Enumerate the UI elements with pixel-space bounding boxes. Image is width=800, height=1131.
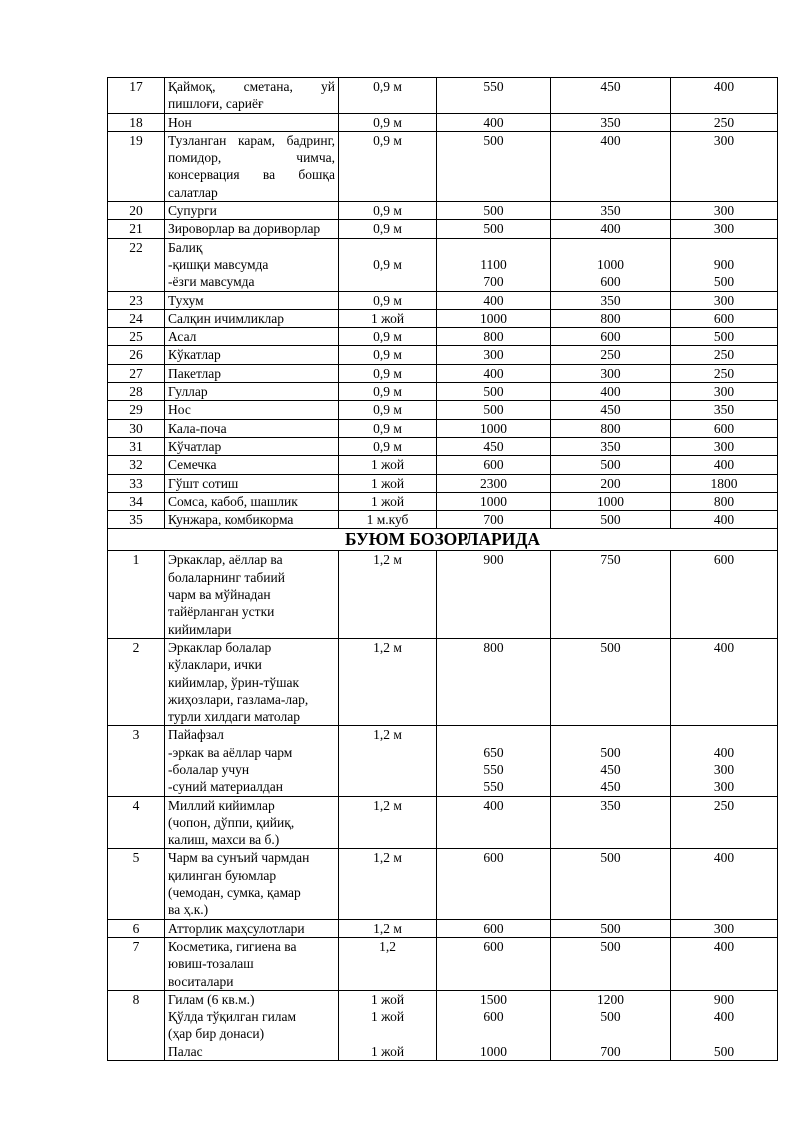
rate-col-2-line: 500	[600, 744, 621, 760]
rate-col-1: 800	[437, 328, 551, 346]
spacer	[674, 726, 774, 743]
item-unit: 0,9 м	[339, 401, 437, 419]
rate-col-2: 350	[551, 291, 671, 309]
rate-col-3: 250	[671, 364, 778, 382]
spacer	[674, 239, 774, 256]
item-name-line: (ҳар бир донаси)	[168, 1026, 265, 1042]
item-name-line: Палас	[168, 1043, 203, 1059]
tariff-table	[107, 77, 778, 1061]
item-name: Тузланган карам, бадринг, помидор, чимча, консервация ва бошқа салатлар	[165, 131, 339, 201]
rate-col-2: 750	[551, 551, 671, 638]
row-number: 26	[108, 346, 165, 364]
item-name-line: -қишқи мавсумда	[168, 256, 269, 272]
rate-col-2-line: 500	[600, 1009, 621, 1025]
table-row	[108, 796, 778, 849]
rate-col-1-line	[440, 1025, 547, 1042]
item-name-line: тайёрланган устки	[168, 604, 275, 620]
item-unit-line: 1 жой	[370, 991, 405, 1007]
item-unit: 0,9 м	[339, 131, 437, 201]
item-unit: 0,9 м	[339, 328, 437, 346]
item-name-line: Косметика, гигиена ва	[168, 938, 297, 954]
rate-col-1-line: 1100	[480, 256, 507, 272]
row-number: 3	[108, 726, 165, 796]
item-unit: 0,9 м	[339, 202, 437, 220]
table-row	[108, 401, 778, 419]
item-name-line: Гилам (6 кв.м.)	[168, 991, 255, 1007]
row-number: 33	[108, 474, 165, 492]
rate-col-3: 600	[671, 551, 778, 638]
row-number: 21	[108, 220, 165, 238]
item-name-line: кийимлари	[168, 621, 232, 637]
item-name-line: Атторлик маҳсулотлари	[168, 920, 305, 936]
rate-col-3-line: 300	[713, 779, 735, 795]
rate-col-2	[551, 726, 671, 796]
spacer	[554, 239, 667, 256]
row-number: 4	[108, 796, 165, 849]
item-name-line: Қўлда тўқилган гилам	[168, 1009, 297, 1025]
table-row	[108, 919, 778, 937]
rate-col-1: 400	[437, 113, 551, 131]
rate-col-2: 400	[551, 383, 671, 401]
rate-col-2-line: 1000	[597, 256, 624, 272]
rate-col-1: 600	[437, 919, 551, 937]
item-name-line: -ёзги мавсумда	[168, 274, 255, 290]
row-number: 5	[108, 849, 165, 919]
rate-col-3-line	[674, 1025, 774, 1042]
item-unit: 1,2 м	[339, 796, 437, 849]
table-row	[108, 849, 778, 919]
item-name-line: Балиқ	[168, 239, 203, 255]
rate-col-3	[671, 726, 778, 796]
item-unit: 0,9 м	[339, 437, 437, 455]
item-unit: 0,9 м	[339, 346, 437, 364]
item-name	[165, 919, 339, 937]
rate-col-2-line: 700	[600, 1043, 621, 1059]
item-name-line: -болалар учун	[168, 761, 250, 777]
item-unit: 1 жой	[339, 309, 437, 327]
rate-col-3-line: 500	[713, 274, 735, 290]
row-number: 28	[108, 383, 165, 401]
item-name: Зироворлар ва дориворлар	[165, 220, 339, 238]
rate-col-3: 400	[671, 511, 778, 529]
item-unit: 0,9 м	[339, 364, 437, 382]
rate-col-2	[551, 238, 671, 291]
rate-col-1: 2300	[437, 474, 551, 492]
rate-col-2: 350	[551, 202, 671, 220]
item-name: Кўчатлар	[165, 437, 339, 455]
table-body-bottom	[108, 551, 778, 1061]
row-number: 32	[108, 456, 165, 474]
item-name-line: жиҳозлари, газлама-лар,	[168, 691, 309, 707]
rate-col-2: 450	[551, 401, 671, 419]
rate-col-1: 600	[437, 937, 551, 990]
rate-col-3: 250	[671, 796, 778, 849]
item-unit: 0,9 м	[339, 383, 437, 401]
rate-col-3-line: 300	[713, 761, 735, 777]
rate-col-1: 500	[437, 220, 551, 238]
item-name-line: Эркаклар, аёллар ва	[168, 552, 283, 568]
rate-col-1: 1000	[437, 419, 551, 437]
item-name: Нон	[165, 113, 339, 131]
rate-col-2: 400	[551, 131, 671, 201]
item-unit	[339, 238, 437, 291]
item-name: Кўкатлар	[165, 346, 339, 364]
item-unit-line: 0,9 м	[373, 256, 402, 272]
rate-col-1: 1000	[437, 492, 551, 510]
item-unit	[339, 990, 437, 1060]
table-body-top	[108, 78, 778, 529]
section-header-row	[108, 529, 778, 551]
item-name-line: Пайафзал	[168, 727, 224, 743]
row-number: 19	[108, 131, 165, 201]
rate-col-1: 900	[437, 551, 551, 638]
rate-col-3: 300	[671, 437, 778, 455]
item-name	[165, 726, 339, 796]
rate-col-3: 300	[671, 131, 778, 201]
item-name: Тухум	[165, 291, 339, 309]
rate-col-1	[437, 990, 551, 1060]
rate-col-3: 350	[671, 401, 778, 419]
item-name-line: Эркаклар болалар	[168, 639, 272, 655]
rate-col-1-line: 700	[483, 274, 504, 290]
row-number: 30	[108, 419, 165, 437]
item-name-line: чарм ва мўйнадан	[168, 587, 271, 603]
rate-col-3: 300	[671, 220, 778, 238]
item-unit: 1,2 м	[339, 726, 437, 796]
item-name	[165, 796, 339, 849]
rate-col-3: 800	[671, 492, 778, 510]
rate-col-3-line: 400	[713, 1009, 735, 1025]
rate-col-3	[671, 238, 778, 291]
row-number: 17	[108, 78, 165, 114]
rate-col-2	[551, 990, 671, 1060]
item-name-line: кўлаклари, ички	[168, 657, 262, 673]
item-unit: 1,2 м	[339, 849, 437, 919]
item-name: Сомса, кабоб, шашлик	[165, 492, 339, 510]
item-unit: 1,2	[339, 937, 437, 990]
item-unit: 0,9 м	[339, 113, 437, 131]
item-name: Пакетлар	[165, 364, 339, 382]
row-number: 23	[108, 291, 165, 309]
rate-col-2: 350	[551, 437, 671, 455]
rate-col-1: 600	[437, 849, 551, 919]
item-unit: 0,9 м	[339, 419, 437, 437]
row-number: 2	[108, 638, 165, 725]
row-number: 20	[108, 202, 165, 220]
item-name	[165, 638, 339, 725]
item-name-line: Миллий кийимлар	[168, 797, 275, 813]
rate-col-3-line: 900	[713, 256, 735, 272]
row-number: 6	[108, 919, 165, 937]
item-name: Кала-поча	[165, 419, 339, 437]
table-row	[108, 474, 778, 492]
section-title: БУЮМ БОЗОРЛАРИДА	[108, 529, 778, 551]
rate-col-2: 800	[551, 419, 671, 437]
rate-col-2: 400	[551, 220, 671, 238]
item-name	[165, 990, 339, 1060]
item-unit-line: 1 жой	[370, 1009, 405, 1025]
table-row	[108, 78, 778, 114]
spacer	[440, 239, 547, 256]
rate-col-3: 250	[671, 346, 778, 364]
item-name-line: Чарм ва сунъий чармдан	[168, 850, 310, 866]
rate-col-2: 500	[551, 919, 671, 937]
rate-col-2-line: 1200	[597, 991, 624, 1007]
item-name-line: (чопон, дўппи, қийиқ,	[168, 814, 295, 830]
item-name	[165, 937, 339, 990]
row-number: 35	[108, 511, 165, 529]
rate-col-3-line: 500	[713, 1043, 735, 1059]
item-name: Семечка	[165, 456, 339, 474]
table-row	[108, 238, 778, 291]
item-name	[165, 849, 339, 919]
row-number: 31	[108, 437, 165, 455]
table-row	[108, 383, 778, 401]
rate-col-3: 400	[671, 849, 778, 919]
rate-col-1: 500	[437, 202, 551, 220]
rate-col-1: 500	[437, 401, 551, 419]
rate-col-3: 600	[671, 309, 778, 327]
rate-col-3: 300	[671, 291, 778, 309]
table-row	[108, 511, 778, 529]
item-name	[165, 551, 339, 638]
rate-col-1: 500	[437, 383, 551, 401]
table-row	[108, 551, 778, 638]
table-row	[108, 309, 778, 327]
table-row	[108, 638, 778, 725]
rate-col-2-line: 450	[600, 779, 621, 795]
table-row	[108, 492, 778, 510]
rate-col-1-line: 550	[483, 761, 504, 777]
item-name-line: калиш, махси ва б.)	[168, 832, 280, 848]
rate-col-1: 400	[437, 364, 551, 382]
item-name-line: (чемодан, сумка, қамар	[168, 885, 301, 901]
table-row	[108, 346, 778, 364]
item-name-line: кийимлар, ўрин-тўшак	[168, 674, 300, 690]
row-number: 7	[108, 937, 165, 990]
rate-col-1-line: 600	[483, 1009, 504, 1025]
rate-col-3: 1800	[671, 474, 778, 492]
row-number: 8	[108, 990, 165, 1060]
row-number: 18	[108, 113, 165, 131]
rate-col-1: 550	[437, 78, 551, 114]
item-name-line: ва ҳ.к.)	[168, 902, 209, 918]
table-row	[108, 291, 778, 309]
rate-col-2: 450	[551, 78, 671, 114]
item-name: Гуллар	[165, 383, 339, 401]
table-row	[108, 990, 778, 1060]
rate-col-3: 300	[671, 383, 778, 401]
item-name: Асал	[165, 328, 339, 346]
rate-col-3-line: 900	[713, 991, 735, 1007]
rate-col-1	[437, 726, 551, 796]
item-name-line: болаларнинг табиий	[168, 569, 285, 585]
rate-col-2: 800	[551, 309, 671, 327]
rate-col-1: 450	[437, 437, 551, 455]
item-unit: 1 жой	[339, 474, 437, 492]
rate-col-2: 500	[551, 456, 671, 474]
table-row	[108, 456, 778, 474]
spacer	[342, 239, 433, 256]
rate-col-2: 300	[551, 364, 671, 382]
item-name-line: воситалари	[168, 973, 234, 989]
rate-col-1: 400	[437, 796, 551, 849]
row-number: 25	[108, 328, 165, 346]
table-row	[108, 328, 778, 346]
table-row	[108, 113, 778, 131]
row-number: 1	[108, 551, 165, 638]
rate-col-2: 350	[551, 796, 671, 849]
item-name-line: қилинган буюмлар	[168, 867, 277, 883]
item-name-line: -эркак ва аёллар чарм	[168, 744, 293, 760]
rate-col-2: 500	[551, 638, 671, 725]
table-row	[108, 364, 778, 382]
row-number: 22	[108, 238, 165, 291]
rate-col-2: 1000	[551, 492, 671, 510]
rate-col-3: 400	[671, 937, 778, 990]
spacer	[554, 726, 667, 743]
rate-col-1	[437, 238, 551, 291]
rate-col-1-line: 1000	[480, 1043, 507, 1059]
item-unit-line: 1 жой	[370, 1043, 405, 1059]
rate-col-2: 500	[551, 849, 671, 919]
item-name: Супурги	[165, 202, 339, 220]
rate-col-3: 300	[671, 919, 778, 937]
rate-col-3: 400	[671, 78, 778, 114]
item-name-line: турли хилдаги матолар	[168, 709, 300, 725]
rate-col-3: 250	[671, 113, 778, 131]
rate-col-3: 600	[671, 419, 778, 437]
rate-col-2-line: 450	[600, 761, 621, 777]
rate-col-3: 400	[671, 456, 778, 474]
item-unit: 0,9 м	[339, 291, 437, 309]
rate-col-1: 500	[437, 131, 551, 201]
item-unit: 1,2 м	[339, 551, 437, 638]
rate-col-1: 700	[437, 511, 551, 529]
rate-col-3-line: 400	[713, 744, 735, 760]
rate-col-1: 600	[437, 456, 551, 474]
rate-col-3: 500	[671, 328, 778, 346]
item-name: Нос	[165, 401, 339, 419]
table-row	[108, 937, 778, 990]
rate-col-1: 300	[437, 346, 551, 364]
item-unit: 1 жой	[339, 492, 437, 510]
item-name: Кунжара, комбикорма	[165, 511, 339, 529]
rate-col-1-line: 1500	[480, 991, 507, 1007]
table-row	[108, 726, 778, 796]
rate-col-2: 500	[551, 511, 671, 529]
rate-col-1-line: 550	[483, 779, 504, 795]
item-unit-line	[342, 1025, 433, 1042]
row-number: 29	[108, 401, 165, 419]
item-unit: 1 м.куб	[339, 511, 437, 529]
rate-col-2: 200	[551, 474, 671, 492]
rate-col-3: 400	[671, 638, 778, 725]
item-name-line: -суний материалдан	[168, 779, 284, 795]
rate-col-3	[671, 990, 778, 1060]
table-row	[108, 419, 778, 437]
rate-col-1: 400	[437, 291, 551, 309]
row-number: 34	[108, 492, 165, 510]
rate-col-2-line: 600	[600, 274, 621, 290]
table-row	[108, 131, 778, 201]
table-row	[108, 220, 778, 238]
item-unit: 1,2 м	[339, 919, 437, 937]
rate-col-1: 800	[437, 638, 551, 725]
rate-col-3: 300	[671, 202, 778, 220]
rate-col-2-line	[554, 1025, 667, 1042]
rate-col-2: 500	[551, 937, 671, 990]
item-unit: 1 жой	[339, 456, 437, 474]
rate-col-2: 600	[551, 328, 671, 346]
item-unit: 0,9 м	[339, 220, 437, 238]
row-number: 27	[108, 364, 165, 382]
table-row	[108, 437, 778, 455]
item-name-line: ювиш-тозалаш	[168, 956, 254, 972]
rate-col-1: 1000	[437, 309, 551, 327]
item-unit: 1,2 м	[339, 638, 437, 725]
rate-col-2: 250	[551, 346, 671, 364]
rate-col-1-line: 650	[483, 744, 504, 760]
table-row	[108, 202, 778, 220]
rate-col-2: 350	[551, 113, 671, 131]
row-number: 24	[108, 309, 165, 327]
item-name: Салқин ичимликлар	[165, 309, 339, 327]
item-unit: 0,9 м	[339, 78, 437, 114]
item-name: Қаймоқ, сметана, уй пишлоғи, сариёғ	[165, 78, 339, 114]
spacer	[440, 726, 547, 743]
item-name: Гўшт сотиш	[165, 474, 339, 492]
item-name	[165, 238, 339, 291]
